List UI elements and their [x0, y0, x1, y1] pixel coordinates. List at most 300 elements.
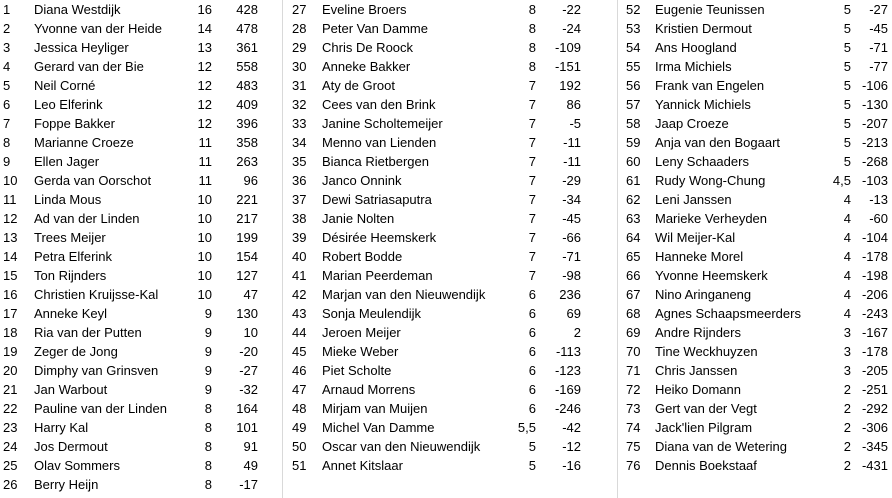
points-cell: 13 [197, 40, 212, 55]
table-row [0, 247, 280, 266]
player-name-cell: Janco Onnink [322, 173, 402, 188]
rank-cell: 8 [3, 135, 11, 150]
player-name-cell: Marjan van den Nieuwendijk [322, 287, 486, 302]
score-diff-cell: -27 [869, 2, 888, 17]
table-row [620, 323, 892, 342]
points-cell: 7 [528, 249, 536, 264]
points-cell: 6 [528, 287, 536, 302]
rank-cell: 12 [3, 211, 18, 226]
table-row [0, 399, 280, 418]
score-diff-cell: -206 [861, 287, 888, 302]
player-name-cell: Berry Heijn [34, 477, 99, 492]
player-name-cell: Trees Meijer [34, 230, 106, 245]
table-row [286, 57, 616, 76]
rank-cell: 42 [292, 287, 307, 302]
points-cell: 5 [528, 458, 536, 473]
points-cell: 3 [843, 344, 851, 359]
rank-cell: 27 [292, 2, 307, 17]
player-name-cell: Marianne Croeze [34, 135, 134, 150]
player-name-cell: Yannick Michiels [655, 97, 751, 112]
table-row [286, 247, 616, 266]
rank-cell: 62 [626, 192, 641, 207]
points-cell: 6 [528, 401, 536, 416]
points-cell: 8 [528, 59, 536, 74]
score-diff-cell: 199 [236, 230, 258, 245]
rank-cell: 25 [3, 458, 18, 473]
table-row [620, 304, 892, 323]
standings-column-1 [0, 0, 280, 494]
score-diff-cell: 69 [566, 306, 581, 321]
points-cell: 8 [528, 40, 536, 55]
points-cell: 4 [843, 249, 851, 264]
rank-cell: 31 [292, 78, 307, 93]
table-row [286, 133, 616, 152]
player-name-cell: Andre Rijnders [655, 325, 741, 340]
rank-cell: 43 [292, 306, 307, 321]
rank-cell: 72 [626, 382, 641, 397]
player-name-cell: Jessica Heyliger [34, 40, 129, 55]
points-cell: 8 [204, 420, 212, 435]
points-cell: 2 [843, 439, 851, 454]
rank-cell: 24 [3, 439, 18, 454]
player-name-cell: Heiko Domann [655, 382, 741, 397]
rank-cell: 21 [3, 382, 18, 397]
rank-cell: 28 [292, 21, 307, 36]
table-row [620, 209, 892, 228]
rank-cell: 73 [626, 401, 641, 416]
player-name-cell: Piet Scholte [322, 363, 392, 378]
score-diff-cell: -167 [861, 325, 888, 340]
player-name-cell: Diana van de Wetering [655, 439, 788, 454]
table-row [286, 171, 616, 190]
score-diff-cell: 127 [236, 268, 258, 283]
table-row [620, 76, 892, 95]
table-row [286, 76, 616, 95]
table-row [286, 285, 616, 304]
score-diff-cell: -42 [562, 420, 581, 435]
rank-cell: 53 [626, 21, 641, 36]
table-row [286, 190, 616, 209]
rank-cell: 20 [3, 363, 18, 378]
rank-cell: 40 [292, 249, 307, 264]
points-cell: 8 [204, 477, 212, 492]
player-name-cell: Gert van der Vegt [655, 401, 757, 416]
points-cell: 16 [197, 2, 212, 17]
points-cell: 4 [843, 287, 851, 302]
score-diff-cell: -66 [562, 230, 581, 245]
player-name-cell: Mieke Weber [322, 344, 399, 359]
table-row [620, 418, 892, 437]
player-name-cell: Frank van Engelen [655, 78, 765, 93]
points-cell: 8 [528, 2, 536, 17]
score-diff-cell: -246 [554, 401, 581, 416]
score-diff-cell: -106 [861, 78, 888, 93]
table-row [620, 152, 892, 171]
player-name-cell: Olav Sommers [34, 458, 120, 473]
rank-cell: 6 [3, 97, 11, 112]
points-cell: 7 [528, 230, 536, 245]
player-name-cell: Ria van der Putten [34, 325, 142, 340]
points-cell: 9 [204, 344, 212, 359]
column-divider [282, 0, 283, 498]
score-diff-cell: -207 [861, 116, 888, 131]
score-diff-cell: 217 [236, 211, 258, 226]
player-name-cell: Jaap Croeze [655, 116, 729, 131]
player-name-cell: Désirée Heemskerk [322, 230, 437, 245]
rank-cell: 26 [3, 477, 18, 492]
score-diff-cell: -431 [861, 458, 888, 473]
rank-cell: 48 [292, 401, 307, 416]
rank-cell: 29 [292, 40, 307, 55]
player-name-cell: Petra Elferink [34, 249, 113, 264]
score-diff-cell: 428 [236, 2, 258, 17]
score-diff-cell: -34 [562, 192, 581, 207]
table-row [620, 285, 892, 304]
points-cell: 5 [843, 59, 851, 74]
points-cell: 2 [843, 458, 851, 473]
table-row [620, 133, 892, 152]
points-cell: 5 [843, 97, 851, 112]
table-row [620, 38, 892, 57]
rank-cell: 61 [626, 173, 641, 188]
score-diff-cell: -11 [563, 135, 581, 150]
player-name-cell: Christien Kruijsse-Kal [34, 287, 159, 302]
score-diff-cell: -178 [861, 249, 888, 264]
player-name-cell: Ad van der Linden [34, 211, 140, 226]
player-name-cell: Janie Nolten [322, 211, 395, 226]
player-name-cell: Wil Meijer-Kal [655, 230, 736, 245]
rank-cell: 36 [292, 173, 307, 188]
player-name-cell: Marieke Verheyden [655, 211, 768, 226]
rank-cell: 67 [626, 287, 641, 302]
table-row [0, 361, 280, 380]
score-diff-cell: -45 [562, 211, 581, 226]
standings-column-3 [620, 0, 892, 475]
score-diff-cell: -77 [869, 59, 888, 74]
points-cell: 9 [204, 306, 212, 321]
rank-cell: 38 [292, 211, 307, 226]
rank-cell: 75 [626, 439, 641, 454]
table-row [620, 190, 892, 209]
points-cell: 3 [843, 325, 851, 340]
rank-cell: 17 [3, 306, 18, 321]
rank-cell: 10 [3, 173, 18, 188]
points-cell: 10 [197, 268, 212, 283]
rank-cell: 46 [292, 363, 307, 378]
player-name-cell: Ellen Jager [34, 154, 100, 169]
table-row [0, 304, 280, 323]
table-row [286, 152, 616, 171]
score-diff-cell: -205 [861, 363, 888, 378]
player-name-cell: Mirjam van Muijen [322, 401, 428, 416]
rank-cell: 14 [3, 249, 18, 264]
rank-cell: 41 [292, 268, 307, 283]
score-diff-cell: -113 [555, 344, 581, 359]
points-cell: 6 [528, 325, 536, 340]
player-name-cell: Dennis Boekstaaf [655, 458, 757, 473]
player-name-cell: Bianca Rietbergen [322, 154, 429, 169]
score-diff-cell: -32 [239, 382, 258, 397]
score-diff-cell: 101 [236, 420, 258, 435]
points-cell: 7 [528, 268, 536, 283]
table-row [0, 57, 280, 76]
rank-cell: 9 [3, 154, 11, 169]
points-cell: 12 [197, 97, 212, 112]
points-cell: 6 [528, 344, 536, 359]
player-name-cell: Neil Corné [34, 78, 96, 93]
table-row [0, 380, 280, 399]
player-name-cell: Yvonne Heemskerk [655, 268, 768, 283]
player-name-cell: Marian Peerdeman [322, 268, 433, 283]
score-diff-cell: 10 [243, 325, 258, 340]
rank-cell: 39 [292, 230, 307, 245]
points-cell: 5,5 [517, 420, 536, 435]
rank-cell: 51 [292, 458, 307, 473]
score-diff-cell: -306 [861, 420, 888, 435]
table-row [286, 361, 616, 380]
player-name-cell: Anja van den Bogaart [655, 135, 781, 150]
table-row [0, 171, 280, 190]
score-diff-cell: -5 [569, 116, 581, 131]
player-name-cell: Hanneke Morel [655, 249, 744, 264]
table-row [0, 133, 280, 152]
rank-cell: 32 [292, 97, 307, 112]
player-name-cell: Aty de Groot [322, 78, 395, 93]
points-cell: 2 [843, 382, 851, 397]
rank-cell: 54 [626, 40, 641, 55]
table-row [620, 171, 892, 190]
score-diff-cell: -213 [861, 135, 888, 150]
table-row [286, 304, 616, 323]
player-name-cell: Peter Van Damme [322, 21, 428, 36]
table-row [620, 456, 892, 475]
player-name-cell: Arnaud Morrens [322, 382, 416, 397]
rank-cell: 35 [292, 154, 307, 169]
rank-cell: 37 [292, 192, 307, 207]
score-diff-cell: -27 [239, 363, 258, 378]
player-name-cell: Chris Janssen [655, 363, 738, 378]
points-cell: 7 [528, 97, 536, 112]
score-diff-cell: 192 [559, 78, 581, 93]
player-name-cell: Linda Mous [34, 192, 102, 207]
points-cell: 5 [843, 21, 851, 36]
player-name-cell: Dimphy van Grinsven [34, 363, 159, 378]
points-cell: 7 [528, 135, 536, 150]
score-diff-cell: 221 [236, 192, 258, 207]
rank-cell: 57 [626, 97, 641, 112]
player-name-cell: Michel Van Damme [322, 420, 435, 435]
table-row [620, 266, 892, 285]
player-name-cell: Rudy Wong-Chung [655, 173, 766, 188]
score-diff-cell: 2 [573, 325, 581, 340]
player-name-cell: Chris De Roock [322, 40, 414, 55]
table-row [286, 0, 616, 19]
points-cell: 8 [204, 458, 212, 473]
table-row [286, 114, 616, 133]
player-name-cell: Pauline van der Linden [34, 401, 167, 416]
score-diff-cell: -12 [562, 439, 581, 454]
score-diff-cell: -151 [554, 59, 581, 74]
player-name-cell: Gerda van Oorschot [34, 173, 152, 188]
score-diff-cell: 358 [236, 135, 258, 150]
player-name-cell: Leo Elferink [34, 97, 103, 112]
player-name-cell: Anneke Keyl [34, 306, 107, 321]
table-row [0, 19, 280, 38]
score-diff-cell: 164 [236, 401, 258, 416]
table-row [286, 380, 616, 399]
player-name-cell: Eugenie Teunissen [655, 2, 765, 17]
table-row [0, 95, 280, 114]
column-divider [617, 0, 618, 498]
player-name-cell: Leni Janssen [655, 192, 732, 207]
points-cell: 5 [843, 135, 851, 150]
player-name-cell: Eveline Broers [322, 2, 407, 17]
score-diff-cell: -29 [562, 173, 581, 188]
points-cell: 4 [843, 268, 851, 283]
rank-cell: 44 [292, 325, 307, 340]
points-cell: 12 [197, 78, 212, 93]
table-row [286, 209, 616, 228]
table-row [620, 228, 892, 247]
player-name-cell: Yvonne van der Heide [34, 21, 162, 36]
table-row [0, 38, 280, 57]
points-cell: 14 [197, 21, 212, 36]
table-row [0, 266, 280, 285]
table-row [0, 418, 280, 437]
points-cell: 9 [204, 382, 212, 397]
score-diff-cell: -71 [869, 40, 888, 55]
score-diff-cell: -292 [861, 401, 888, 416]
rank-cell: 50 [292, 439, 307, 454]
rank-cell: 52 [626, 2, 641, 17]
table-row [0, 342, 280, 361]
rank-cell: 13 [3, 230, 18, 245]
points-cell: 4 [843, 230, 851, 245]
points-cell: 10 [197, 230, 212, 245]
player-name-cell: Jan Warbout [34, 382, 108, 397]
player-name-cell: Foppe Bakker [34, 116, 115, 131]
table-row [0, 152, 280, 171]
rank-cell: 34 [292, 135, 307, 150]
table-row [620, 380, 892, 399]
points-cell: 8 [204, 439, 212, 454]
rank-cell: 15 [3, 268, 18, 283]
score-diff-cell: 409 [236, 97, 258, 112]
score-diff-cell: 478 [236, 21, 258, 36]
points-cell: 11 [198, 173, 212, 188]
rank-cell: 56 [626, 78, 641, 93]
player-name-cell: Irma Michiels [655, 59, 732, 74]
player-name-cell: Nino Aringaneng [655, 287, 752, 302]
points-cell: 11 [198, 135, 212, 150]
score-diff-cell: -198 [861, 268, 888, 283]
points-cell: 12 [197, 59, 212, 74]
player-name-cell: Oscar van den Nieuwendijk [322, 439, 481, 454]
points-cell: 2 [843, 420, 851, 435]
table-row [620, 399, 892, 418]
player-name-cell: Annet Kitslaar [322, 458, 403, 473]
table-row [0, 228, 280, 247]
table-row [286, 399, 616, 418]
rank-cell: 59 [626, 135, 641, 150]
player-name-cell: Jeroen Meijer [322, 325, 401, 340]
points-cell: 11 [198, 154, 212, 169]
score-diff-cell: 130 [236, 306, 258, 321]
score-diff-cell: 558 [236, 59, 258, 74]
points-cell: 10 [197, 249, 212, 264]
score-diff-cell: -169 [554, 382, 581, 397]
points-cell: 6 [528, 306, 536, 321]
score-diff-cell: -22 [562, 2, 581, 17]
rank-cell: 63 [626, 211, 641, 226]
points-cell: 2 [843, 401, 851, 416]
table-row [0, 285, 280, 304]
points-cell: 10 [197, 287, 212, 302]
player-name-cell: Leny Schaaders [655, 154, 749, 169]
points-cell: 10 [197, 192, 212, 207]
table-row [620, 19, 892, 38]
table-row [0, 323, 280, 342]
table-row [0, 209, 280, 228]
rank-cell: 60 [626, 154, 641, 169]
points-cell: 7 [528, 154, 536, 169]
player-name-cell: Tine Weckhuyzen [655, 344, 758, 359]
table-row [620, 437, 892, 456]
rank-cell: 74 [626, 420, 641, 435]
table-row [286, 266, 616, 285]
table-row [0, 190, 280, 209]
points-cell: 5 [843, 2, 851, 17]
rank-cell: 7 [3, 116, 11, 131]
rank-cell: 55 [626, 59, 641, 74]
rank-cell: 4 [3, 59, 11, 74]
rank-cell: 30 [292, 59, 307, 74]
points-cell: 10 [197, 211, 212, 226]
score-diff-cell: -251 [861, 382, 888, 397]
score-diff-cell: -178 [861, 344, 888, 359]
score-diff-cell: -104 [861, 230, 888, 245]
points-cell: 9 [204, 363, 212, 378]
score-diff-cell: 154 [236, 249, 258, 264]
table-row [0, 0, 280, 19]
score-diff-cell: -11 [563, 154, 581, 169]
player-name-cell: Diana Westdijk [34, 2, 121, 17]
score-diff-cell: -13 [869, 192, 888, 207]
points-cell: 7 [528, 192, 536, 207]
table-row [0, 114, 280, 133]
points-cell: 7 [528, 173, 536, 188]
score-diff-cell: -71 [562, 249, 581, 264]
points-cell: 9 [204, 325, 212, 340]
score-diff-cell: -345 [861, 439, 888, 454]
points-cell: 8 [528, 21, 536, 36]
table-row [286, 418, 616, 437]
rank-cell: 3 [3, 40, 11, 55]
table-row [620, 0, 892, 19]
score-diff-cell: -98 [562, 268, 581, 283]
score-diff-cell: 396 [236, 116, 258, 131]
points-cell: 6 [528, 363, 536, 378]
table-row [286, 19, 616, 38]
rank-cell: 2 [3, 21, 11, 36]
table-row [0, 456, 280, 475]
rank-cell: 69 [626, 325, 641, 340]
score-diff-cell: -16 [562, 458, 581, 473]
score-diff-cell: -24 [562, 21, 581, 36]
rank-cell: 70 [626, 344, 641, 359]
points-cell: 5 [843, 154, 851, 169]
player-name-cell: Ton Rijnders [34, 268, 107, 283]
